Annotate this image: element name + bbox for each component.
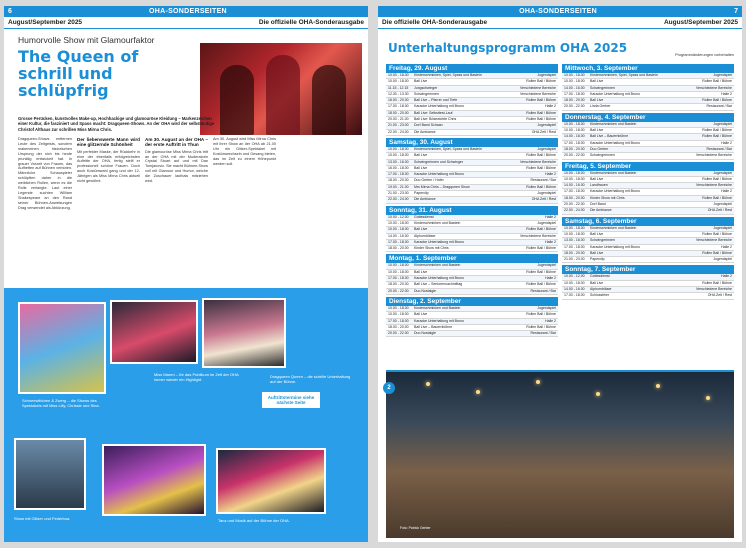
schedule-time: 21.00 - 23.00 [388,191,409,196]
schedule-event: Schwingerinnen [590,153,615,158]
schedule-location: Restaurant / Bar [706,104,732,109]
article-columns [18,137,360,211]
schedule-day-rows [562,122,734,160]
schedule-event: Schlussfeier [590,293,610,298]
schedule-event: Kinder Show mit Chris [414,246,449,251]
schedule-time: 17.00 - 18.00 [388,239,409,244]
schedule-time: 17.00 - 18.00 [388,276,409,281]
schedule-day-rows [562,274,734,299]
schedule-day-header: Sonntag, 7. September [562,265,734,274]
schedule-location: Rollen Ball / Bühne [702,128,732,133]
caption-3: Dragqueen Queen – die schrille Unterhaltung auf der Bühne. [270,374,351,384]
schedule-location: Jugendspiel [713,225,732,230]
schedule-time: 18.00 - 20.00 [564,250,585,255]
schedule-time: 18.00 - 20.00 [388,178,409,183]
schedule-event: Schwingerinnen [414,91,439,96]
schedule-event: Karaoke Unterhaltung mit Bruno [590,140,640,145]
schedule-location: OHA Zelt / Rest [707,293,732,298]
schedule-location: Halle 2 [545,318,556,323]
schedule-event: Ball Live [590,176,604,181]
schedule-row [386,246,558,252]
schedule-location: Halle 2 [721,91,732,96]
schedule-location: Jugendspiel [537,191,556,196]
schedule-day-header: Freitag, 5. September [562,162,734,171]
schedule-time: 10.00 - 18.00 [564,73,585,77]
left-issue: August/September 2025 [8,19,83,26]
schedule-event: Linda Gerber [590,104,611,109]
schedule-event: Paperclip [414,191,429,196]
schedule-time: 22.00 - 24.00 [388,197,409,202]
schedule-location: Verschiedene Bereiche [696,183,732,188]
schedule-location: Rollen Ball / Bühne [526,98,556,103]
article-column-4: Am 30. August wird Miss Mirna Chris mit ihrer Show an der OHA ab 21.00 Uhr ein Glitzer-Spektakel mit Kostümwechseln und Gesang bieten, das im Zelt zu einem Höhepunkt werden soll. [213,137,276,166]
schedule-time: 20.00 - 22.00 [388,331,409,336]
schedule-time: 10.00 - 18.00 [388,220,409,225]
schedule-location: Rollen Ball / Bühne [526,79,556,84]
article-column-3 [145,137,208,211]
schedule-location: Rollen Ball / Bühne [702,176,732,181]
schedule-location: Verschiedene Bereiche [520,91,556,96]
schedule-event: Mrs Mirna Chris – Dragqueen Show [414,184,470,189]
schedule-event: Kinderschminken und Basteln [590,121,637,126]
right-issue: August/September 2025 [663,19,738,26]
schedule-event: Ball Live [414,312,428,317]
left-header-bar [4,6,368,17]
schedule-location: Restaurant / Bar [530,288,556,293]
schedule-event: Kinderschminken, Spiel, Spass und Basteln [414,146,482,151]
schedule-event: Die Ambiance [590,208,612,213]
schedule-location: Jugendspiel [537,220,556,225]
schedule-time: 20.00 - 22.00 [564,104,585,109]
schedule-day-header: Freitag, 29. August [386,64,558,73]
schedule-location: Jugendspiel [713,121,732,126]
schedule-location: Jugendspiel [537,305,556,310]
schedule-location: Rollen Ball / Bühne [702,280,732,285]
schedule-location: Jugendspiel [713,73,732,77]
circle-badge: 2 [383,382,395,394]
schedule-time: 10.00 - 12.00 [564,274,585,279]
right-section-title: OHA-SONDERSEITEN [519,8,597,15]
schedule-location: Rollen Ball / Bühne [702,231,732,236]
schedule-time: 14.00 - 16.00 [564,183,585,188]
schedule-time: 17.00 - 18.00 [564,244,585,249]
schedule-event: Alphornbläser [590,287,612,292]
schedule-time: 11.15 - 12.15 [388,85,409,90]
schedule-day-header: Dienstag, 2. September [386,297,558,306]
schedule-location: Jugendspiel [713,170,732,175]
collage-photo-4 [14,438,86,510]
schedule-location: Verschiedene Bereiche [696,238,732,243]
schedule-time: 18.00 - 20.00 [388,324,409,329]
right-header-bar [378,6,742,17]
appearance-dates-tag: Auftrittstermine siehe nächste Seite [262,392,320,408]
schedule-time: 10.00 - 18.00 [564,280,585,285]
schedule-time: 18.00 - 20.00 [388,246,409,251]
collage-photo-2 [110,300,198,364]
schedule-time: 20.00 - 21.00 [388,117,409,122]
schedule-day-header: Samstag, 6. September [562,217,734,226]
schedule-time: 22.00 - 24.00 [564,208,585,213]
schedule-time: 22.00 - 24.00 [388,129,409,134]
schedule-event: Kinderschminken und Basteln [414,263,461,268]
schedule-event: Alphornbläser [414,233,436,238]
program-title: Unterhaltungsprogramm OHA 2025 [388,41,628,55]
schedule-event: Ball Live [590,231,604,236]
schedule-location: Jugendspiel [537,263,556,268]
collage-photo-3 [202,298,286,368]
schedule-time: 10.00 - 18.00 [388,79,409,84]
schedule-location: Rollen Ball / Bühne [702,134,732,139]
schedule-event: Kinderschminken und Basteln [414,220,461,225]
right-page-number: 7 [734,8,738,15]
schedule-location: Rollen Ball / Bühne [526,153,556,158]
schedule-time: 10.00 - 18.00 [564,79,585,84]
schedule-time: 16.00 - 20.00 [388,98,409,103]
collage-photo-5 [102,444,206,516]
schedule-event: Duo Gerber / Hofer [414,178,444,183]
schedule-event: Ball Live: Bösewichte Chris [414,117,457,122]
schedule-location: Jugendspiel [537,146,556,151]
schedule-location: Halle 2 [721,244,732,249]
schedule-location: Restaurant / Bar [706,146,732,151]
schedule-time: 14.00 - 16.00 [564,287,585,292]
schedule-event: Karaoke Unterhaltung mit Bruno [590,91,640,96]
caption-4: Show mit Glitzer und Federboa. [14,516,71,521]
schedule-day-rows [562,226,734,264]
caption-5: Tanz und Musik auf der Bühne der OHA. [218,518,290,523]
schedule-location: Verschiedene Bereiche [696,85,732,90]
schedule-location: Rollen Ball / Bühne [526,246,556,251]
schedule-location: Restaurant / Bar [530,178,556,183]
schedule-time: 14.00 - 16.00 [564,85,585,90]
schedule-location: Halle 2 [721,189,732,194]
schedule-time: 18.00 - 20.00 [564,195,585,200]
schedule-time: 18.00 - 20.00 [564,146,585,151]
schedule-location: Rollen Ball / Bühne [526,269,556,274]
schedule-time: 10.00 - 18.00 [388,305,409,310]
schedule-event: Karaoke Unterhaltung mit Bruno [414,318,464,323]
schedule-event: Duo Gerber [590,146,609,151]
schedule-day-rows [386,73,558,136]
schedule-event: Die Ambiance [414,197,436,202]
schedule-location: Halle 2 [721,140,732,145]
schedule-event: Jungschwinger [414,85,438,90]
schedule-location: Halle 2 [545,276,556,281]
schedule-event: Karaoke Unterhaltung mit Bruno [414,276,464,281]
schedule-row [386,289,558,295]
schedule-event: Karaoke Unterhaltung mit Bruno [414,104,464,109]
schedule-event: Ball Live [414,153,428,158]
schedule-location: Halle 2 [545,104,556,109]
right-edition: Die offizielle OHA-Sonderausgabe [382,19,488,26]
schedule-row [562,208,734,214]
schedule-time: 10.00 - 18.00 [388,146,409,151]
schedule-event: Ball Live: Selbsttest-Lauf [414,110,453,115]
schedule-event: Ball Live [414,227,428,232]
collage-photo-1 [18,302,106,394]
schedule-left-column [386,62,558,337]
schedule-location: Jugendspiel [713,202,732,207]
schedule-time: 17.00 - 18.00 [388,318,409,323]
schedule-event: Duo Nostalgie [414,288,436,293]
schedule-right-column [562,62,734,300]
festival-crowd-photo [386,370,734,538]
schedule-time: 20.00 - 22.00 [564,153,585,158]
schedule-day-rows [562,73,734,111]
right-subheader [378,17,742,29]
schedule-event: Duo Nostalgie [414,331,436,336]
article-lead: Grosse Perücken, kunstvolles Make-up, Hochhackige und glamouröse Kleidung – Markenzeichen einer Kultur, die fasziniert und Spass macht: Dragqueen-Shows. An der OHA wird der selbständige Christof Althaus zur schrillen Miss Mirna Chris. [18,116,215,132]
schedule-day-rows [386,147,558,204]
schedule-location: Halle 2 [721,274,732,279]
schedule-location: Rollen Ball / Bühne [526,184,556,189]
schedule-day-header: Donnerstag, 4. September [562,113,734,122]
schedule-time: 16.00 - 18.00 [388,165,409,170]
left-subheader [4,17,368,29]
schedule-location: Rollen Ball / Bühne [526,324,556,329]
schedule-time: 10.00 - 18.00 [388,73,409,77]
schedule-location: Verschiedene Bereiche [520,85,556,90]
schedule-location: OHA Zelt / Rest [707,208,732,213]
schedule-day-header: Montag, 1. September [386,254,558,263]
schedule-time: 17.00 - 18.00 [564,91,585,96]
schedule-event: Dorf Band Schaan [414,123,443,128]
schedule-day-rows [386,306,558,337]
schedule-time: 14.00 - 16.00 [564,134,585,139]
schedule-row [386,197,558,203]
schedule-location: Restaurant / Bar [530,331,556,336]
schedule-location: Rollen Ball / Bühne [526,117,556,122]
schedule-event: Ball Live [414,269,428,274]
caption-2: Miss Maren – für das Publikum im Zelt der OHA immer wieder ein Highlight. [154,372,239,382]
schedule-location: Rollen Ball / Bühne [702,79,732,84]
schedule-time: 10.00 - 18.00 [388,227,409,232]
schedule-event: Ball Live [590,250,604,255]
schedule-event: Ball Live [590,280,604,285]
schedule-event: Karaoke Unterhaltung mit Bruno [414,239,464,244]
schedule-time: 10.00 - 18.00 [564,128,585,133]
schedule-time: 10.00 - 18.00 [388,312,409,317]
schedule-day-header: Samstag, 30. August [386,138,558,147]
column-3-text: Die glamouröse Miss Mirna Chris tritt an der OHA mit der Moderatorin Crystal Stuart auf und mit Dan Tomjanovic. Sie macht Bühnen-Show voll mit Glamour und Humor, welche die Zuschauer lauthals mitziehen wird. [145,149,208,184]
schedule-time: 10.00 - 18.00 [388,263,409,268]
schedule-event: Schwingerinnen und Schwinger [414,159,464,164]
schedule-time: 10.00 - 18.00 [564,176,585,181]
schedule-row [386,130,558,136]
schedule-time: 14.00 - 16.00 [388,233,409,238]
schedule-event: Kinder Show mit Chris [590,195,625,200]
schedule-event: Ball Live – Bauernbühne [414,324,453,329]
schedule-day-header: Sonntag, 31. August [386,206,558,215]
schedule-event: Karaoke Unterhaltung mit Bruno [590,189,640,194]
schedule-event: Ball Live [590,98,604,103]
program-note: Programmänderungen vorbehalten [675,53,734,57]
schedule-time: 10.00 - 18.00 [564,170,585,175]
schedule-event: Ball Live [414,165,428,170]
schedule-location: Rollen Ball / Bühne [702,195,732,200]
schedule-time: 17.00 - 18.00 [564,189,585,194]
schedule-time: 18.00 - 20.00 [564,98,585,103]
schedule-location: Verschiedene Bereiche [520,159,556,164]
schedule-location: Jugendspiel [537,123,556,128]
schedule-event: Schwingerinnen [590,85,615,90]
schedule-day-rows [562,171,734,215]
schedule-location: OHA Zelt / Rest [531,197,556,202]
schedule-location: Halle 2 [545,214,556,219]
schedule-time: 13.00 - 16.00 [388,159,409,164]
schedule-time: 17.00 - 18.00 [388,172,409,177]
schedule-event: Karaoke Unterhaltung mit Bruno [414,172,464,177]
schedule-event: Ball Live [414,79,428,84]
schedule-time: 13.00 - 16.00 [564,238,585,243]
collage-photo-6 [216,448,326,514]
schedule-event: Schwingerinnen [590,238,615,243]
schedule-location: Rollen Ball / Bühne [526,312,556,317]
schedule-time: 10.00 - 18.00 [388,269,409,274]
photo-collage [4,288,368,542]
schedule-time: 10.00 - 18.00 [564,121,585,126]
schedule-location: Rollen Ball / Bühne [526,227,556,232]
schedule-time: 18.00 - 20.00 [388,110,409,115]
schedule-time: 21.00 - 23.00 [564,257,585,262]
column-3-title: Am 30. August an der OHA – der erste Auftritt in Thun [145,137,208,148]
schedule-event: Kinderschminken und Basteln [590,225,637,230]
article-column-1: Dragqueen-Shows entfernen Leute des Zeitgeists, sondern makeneinen historischen Ursprung der sich bis heute prunktig entwickelt hat. In grauer Vorzeit von Frauen, das Aufhetten auf Bühnen verboten. Männliche Schauspieler schlüpften daher in die weiblichen Rollen, wenn es die Rolle verlangte. Laut einer Legende suchten William Shakespeare an den Rand seiner Bühnen-Anweisungen Drag verwendet als Abkürzung. [18,137,72,210]
schedule-location: Rollen Ball / Bühne [702,250,732,255]
schedule-event: Ball Live – Bauernbühne [590,134,629,139]
schedule-event: Kinderschminken und Basteln [414,305,461,310]
schedule-event: Dorf Band [590,202,606,207]
schedule-location: Rollen Ball / Bühne [526,165,556,170]
schedule-event: Kinderschminken und Basteln [590,170,637,175]
schedule-day-rows [386,215,558,253]
schedule-location: Verschiedene Bereiche [696,287,732,292]
schedule-event: Ball Live – Pfarrer und Tiefe [414,98,458,103]
schedule-event: Kinderschminken, Spiel, Spass und Basteln [414,73,482,77]
schedule-time: 21.00 - 23.00 [388,123,409,128]
schedule-time: 12.30 - 13.30 [388,91,409,96]
schedule-day-rows [386,263,558,294]
schedule-event: Gottesdienst [414,214,434,219]
schedule-time: 10.00 - 18.00 [564,231,585,236]
schedule-event: Ball Live – Seniorennachmittag [414,282,463,287]
right-page [378,6,742,542]
schedule-location: Verschiedene Bereiche [520,233,556,238]
schedule-row [386,331,558,337]
schedule-time: 17.00 - 18.00 [564,140,585,145]
schedule-event: Kinderschminken, Spiel, Spass und Basteln [590,73,658,77]
dragqueen-photo [200,43,362,135]
schedule-row [562,104,734,110]
schedule-time: 10.00 - 12.00 [388,214,409,219]
schedule-location: Halle 2 [545,172,556,177]
schedule-location: OHA Zelt / Rest [531,129,556,134]
schedule-location: Verschiedene Bereiche [696,153,732,158]
schedule-event: Gottesdienst [590,274,610,279]
schedule-time: 20.00 - 22.00 [388,288,409,293]
column-2-title: Der liebenswerte Mann wird eine glitzernde Schönheit [77,137,140,148]
schedule-location: Rollen Ball / Bühne [526,110,556,115]
schedule-event: Ball Live [590,79,604,84]
left-edition: Die offizielle OHA-Sonderausgabe [258,19,364,26]
column-2-text: Mit perfekter Maske, der Rückkehr in eine der ebenfalls erfolgreichsten Auftritte der OHA, fertig stellt er professionell schöne Frauen. Doch auch Kostümwahl gang und der 12-Jährigen als Miss Mirna Chris aktuell nicht gewöhnt. [77,149,140,184]
schedule-time: 17.00 - 18.00 [564,293,585,298]
schedule-location: Rollen Ball / Bühne [702,98,732,103]
schedule-location: Jugendspiel [537,73,556,77]
article-column-2 [77,137,140,211]
schedule-row [562,257,734,263]
caption-1: Schneewittchen & Zwerg – die Shows des Spektakels mit Miss Lilly, Chrissie und Sina. [22,398,100,408]
schedule-location: Halle 2 [545,239,556,244]
schedule-time: 10.00 - 18.00 [388,153,409,158]
schedule-event: Die Ambiance [414,129,436,134]
article-kicker: Humorvolle Show mit Glamourfaktor [18,35,155,45]
article-headline: The Queen of schrill und schlüpfrig [18,47,139,100]
photo-credit: Foto: Patrick Gerber [400,526,431,530]
schedule-row [562,153,734,159]
schedule-time: 17.00 - 18.00 [388,104,409,109]
left-section-title: OHA-SONDERSEITEN [148,8,227,15]
schedule-row [562,293,734,299]
schedule-event: Ball Live [590,128,604,133]
schedule-event: Paperclip [590,257,605,262]
schedule-time: 20.00 - 22.00 [564,202,585,207]
schedule-event: Karaoke Unterhaltung mit Bruno [590,244,640,249]
schedule-time: 18.00 - 20.00 [388,282,409,287]
schedule-location: Jugendspiel [713,257,732,262]
left-page-number: 6 [8,8,12,15]
schedule-day-header: Mittwoch, 3. September [562,64,734,73]
schedule-time: 10.00 - 18.00 [564,225,585,230]
schedule-event: Landfrauen [590,183,608,188]
schedule-time: 19.00 - 21.00 [388,184,409,189]
schedule-location: Rollen Ball / Bühne [526,282,556,287]
left-page [4,6,368,542]
